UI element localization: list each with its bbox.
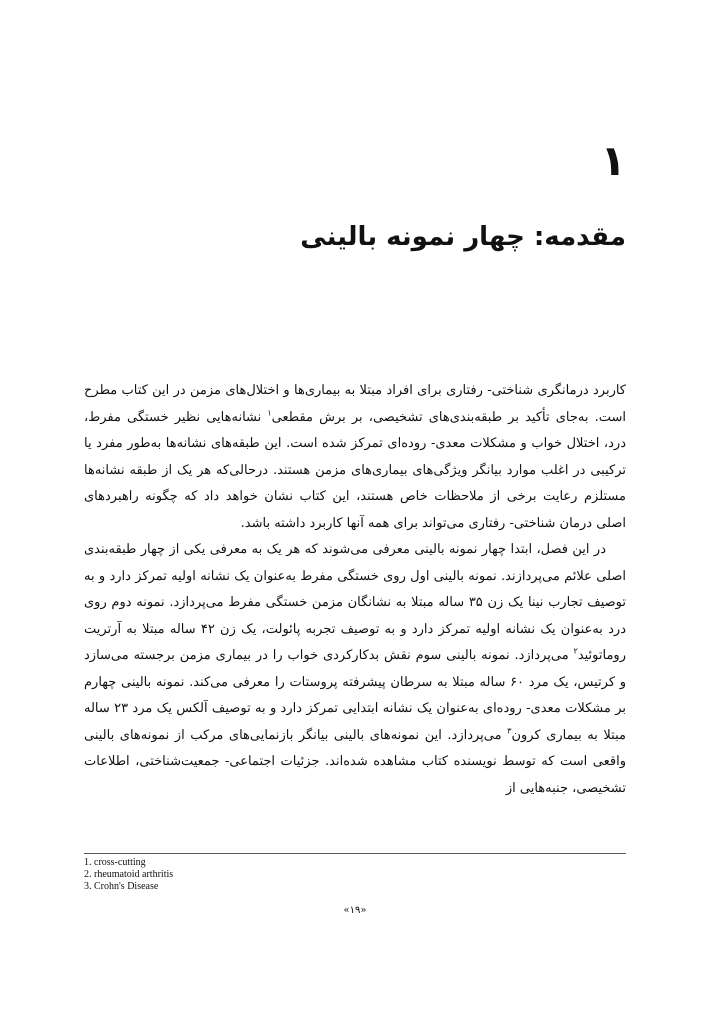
footnotes (84, 857, 173, 893)
paragraph-text: می‌پردازد. نمونه بالینی سوم نقش بدکارکردی خواب را در بیماری مزمن برجسته می‌سازد و کرتیس، یک مرد ۶۰ ساله مبتلا به سرطان پیشرفته پروستات را معرفی می‌کند. نمونه بالینی چهارم بر مشکلات معدی- روده‌ای به‌عنوان یک نشانه ابتدایی تمرکز دارد و به توصیف آلکس یک مرد ۲۳ ساله مبتلا به بیماری کرون (84, 648, 626, 743)
footnote: 2. rheumatoid arthritis (84, 869, 174, 880)
body-text (84, 378, 626, 802)
footnote-ref: ۱ (267, 408, 272, 418)
chapter-title: مقدمه: چهار نمونه بالینی (300, 222, 626, 252)
footnote-divider (84, 853, 626, 854)
footnote: 1. cross-cutting (84, 857, 146, 868)
paragraph-text: کاربرد درمانگری شناختی- رفتاری برای افراد مبتلا به بیماری‌ها و اختلال‌های مزمن در این کتاب مطرح است. به‌جای تأکید بر طبقه‌بندی‌های تشخیصی، بر برش مقطعی (84, 383, 626, 425)
footnote-ref: ۳ (507, 726, 512, 736)
paragraph-text: در این فصل، ابتدا چهار نمونه بالینی معرفی می‌شوند که هر یک به معرفی یکی از چهار طبقه‌بندی اصلی علائم می‌پردازند. نمونه بالینی اول روی خستگی مفرط به‌عنوان یک نشانه اولیه تمرکز دارد و به توصیف تجارب نینا یک زن ۳۵ ساله مبتلا به نشانگان مزمن خستگی مفرط می‌پردازد. نمونه دوم روی درد به‌عنوان یک نشانه اولیه تمرکز دارد و به توصیف تجربه پائولت، یک زن ۴۲ ساله مبتلا به آرتریت روماتوئید (84, 542, 627, 663)
footnote-ref: ۲ (573, 646, 578, 656)
paragraph (84, 378, 626, 537)
paragraph-text: می‌پردازد. این نمونه‌های بالینی بیانگر بازنمایی‌های مرکب از نمونه‌های بالینی واقعی است که توسط نویسنده کتاب مشاهده شده‌اند. جزئیات اجتماعی- جمعیت‌شناختی، اطلاعات تشخیصی، جنبه‌هایی از (84, 727, 626, 796)
footnote: 3. Crohn's Disease (84, 881, 159, 892)
paragraph (84, 537, 626, 802)
page-number: «۱۹» (343, 905, 367, 916)
chapter-number: ۱ (600, 136, 626, 185)
paragraph-text: نشانه‌هایی نظیر خستگی مفرط، درد، اختلال خواب و مشکلات معدی- روده‌ای تمرکز شده است. این طبقه‌های نشانه‌ها به‌طور مفرد یا ترکیبی در اغلب موارد بیانگر ویژگی‌های بیماری‌های مزمن هستند. درحالی‌که هر یک از طبقه نشانه‌ها مستلزم رعایت برخی از ملاحظات خاص هستند، این کتاب نشان خواهد داد که چگونه راهبردهای اصلی درمان شناختی- رفتاری می‌تواند برای همه آنها کاربرد داشته باشد. (84, 409, 626, 531)
